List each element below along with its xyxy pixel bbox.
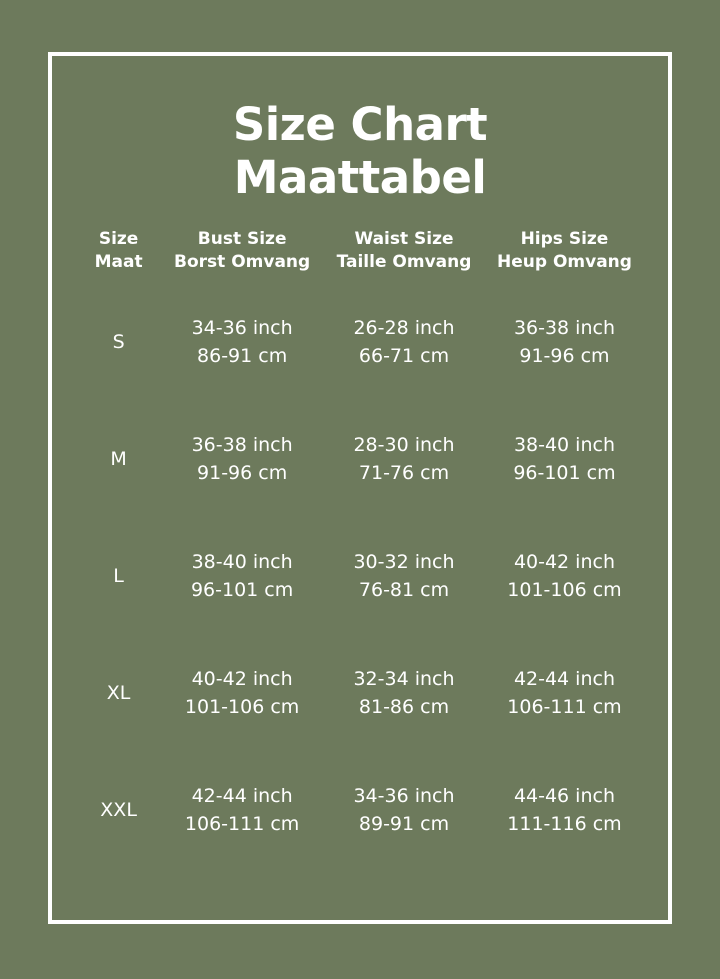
table-header <box>76 228 644 284</box>
cell-hips <box>485 635 644 752</box>
cell-bust-cm: 96-101 cm <box>190 578 294 601</box>
cell-size: M <box>110 447 127 470</box>
column-header-hips <box>485 228 644 284</box>
cell-hips <box>485 518 644 635</box>
cell-waist <box>323 284 485 401</box>
table-body <box>76 284 644 869</box>
column-header-size-nl: Maat <box>94 252 143 273</box>
cell-bust-cm: 91-96 cm <box>197 461 288 484</box>
cell-waist-cm: 81-86 cm <box>358 695 450 718</box>
column-header-bust <box>161 228 323 284</box>
cell-waist-inch: 34-36 inch <box>353 785 455 808</box>
cell-hips <box>485 752 644 869</box>
cell-waist-inch: 30-32 inch <box>353 551 455 574</box>
cell-bust-inch: 36-38 inch <box>191 434 293 457</box>
size-chart-table <box>76 228 644 869</box>
cell-hips-inch: 40-42 inch <box>513 551 615 574</box>
cell-hips <box>485 284 644 401</box>
cell-bust-cm: 86-91 cm <box>197 344 288 367</box>
cell-bust <box>161 401 323 518</box>
table-row <box>76 284 644 401</box>
column-header-waist-nl: Taille Omvang <box>336 252 472 273</box>
cell-waist-cm: 89-91 cm <box>358 812 450 835</box>
cell-hips-cm: 96-101 cm <box>513 461 616 484</box>
cell-waist <box>323 752 485 869</box>
chart-content <box>52 56 668 920</box>
column-header-bust-en: Bust Size <box>197 229 287 250</box>
cell-bust <box>161 518 323 635</box>
cell-hips <box>485 401 644 518</box>
cell-waist-cm: 71-76 cm <box>358 461 450 484</box>
cell-hips-cm: 91-96 cm <box>519 344 610 367</box>
cell-size: L <box>113 564 124 587</box>
cell-bust-inch: 38-40 inch <box>191 551 293 574</box>
table-row <box>76 752 644 869</box>
column-header-bust-nl: Borst Omvang <box>174 252 311 273</box>
cell-bust-inch: 34-36 inch <box>191 317 293 340</box>
table-row <box>76 518 644 635</box>
title-line-dutch: Maattabel <box>233 151 487 205</box>
cell-hips-cm: 106-111 cm <box>507 695 622 718</box>
cell-bust <box>161 752 323 869</box>
cell-waist-inch: 32-34 inch <box>353 668 455 691</box>
cell-bust-cm: 101-106 cm <box>184 695 300 718</box>
cell-bust-cm: 106-111 cm <box>184 812 300 835</box>
column-header-hips-en: Hips Size <box>520 229 609 250</box>
column-header-waist <box>323 228 485 284</box>
cell-hips-cm: 101-106 cm <box>507 578 622 601</box>
cell-hips-cm: 111-116 cm <box>507 812 622 835</box>
cell-bust-inch: 40-42 inch <box>191 668 293 691</box>
cell-size: XXL <box>100 798 137 821</box>
column-header-size <box>76 228 161 284</box>
title-line-english: Size Chart <box>232 98 488 151</box>
cell-bust-inch: 42-44 inch <box>191 785 293 808</box>
table-row <box>76 401 644 518</box>
cell-size: XL <box>106 681 131 704</box>
cell-hips-inch: 42-44 inch <box>513 668 615 691</box>
cell-waist <box>323 518 485 635</box>
cell-waist-cm: 76-81 cm <box>358 578 450 601</box>
cell-hips-inch: 38-40 inch <box>513 434 615 457</box>
cell-waist <box>323 635 485 752</box>
cell-waist-inch: 26-28 inch <box>353 317 455 340</box>
column-header-hips-nl: Heup Omvang <box>497 252 632 273</box>
page-title <box>76 98 644 204</box>
table-header-row <box>76 228 644 284</box>
cell-size: S <box>112 330 125 353</box>
cell-waist <box>323 401 485 518</box>
column-header-size-en: Size <box>98 229 139 250</box>
cell-hips-inch: 44-46 inch <box>513 785 615 808</box>
cell-bust <box>161 284 323 401</box>
table-row <box>76 635 644 752</box>
cell-bust <box>161 635 323 752</box>
cell-waist-inch: 28-30 inch <box>353 434 455 457</box>
cell-hips-inch: 36-38 inch <box>513 317 615 340</box>
cell-waist-cm: 66-71 cm <box>358 344 450 367</box>
decorative-border-frame <box>48 52 672 924</box>
column-header-waist-en: Waist Size <box>354 229 454 250</box>
